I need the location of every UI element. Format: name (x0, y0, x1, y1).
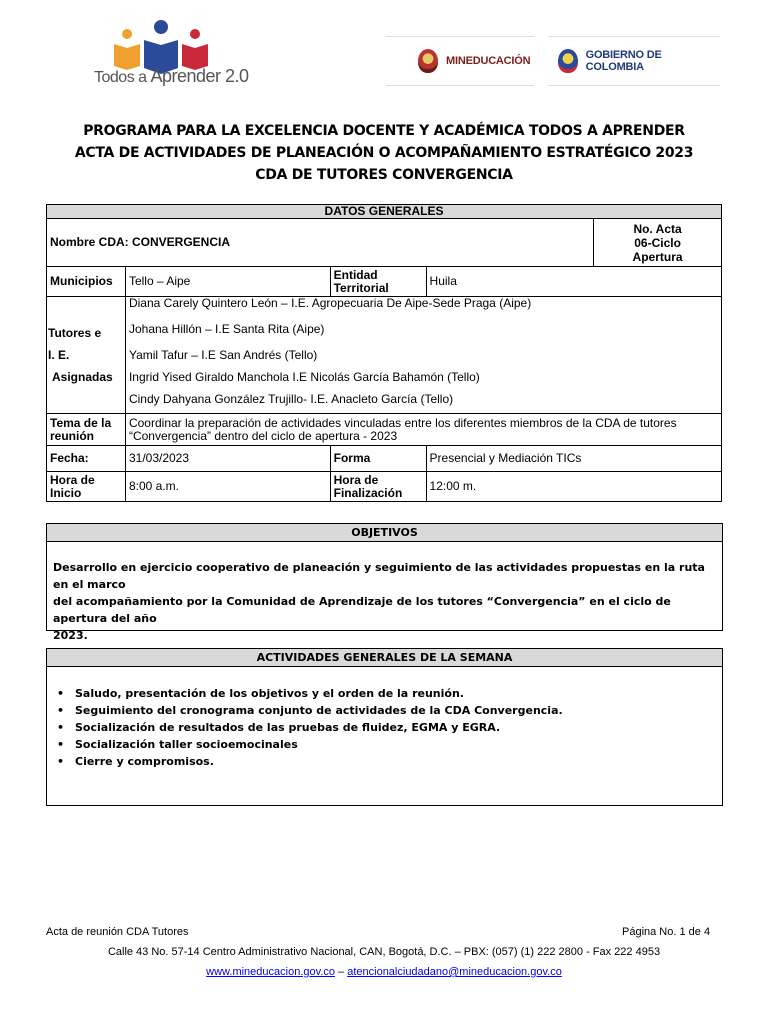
tutor-item: Ingrid Yised Giraldo Manchola I.E Nicolás García Bahamón (Tello) (128, 370, 480, 384)
bullet-icon: • (57, 704, 65, 717)
list-item (47, 719, 722, 736)
list-item (47, 702, 722, 719)
entidad-label-line-2: Territorial (333, 280, 389, 295)
bullet-icon: • (57, 721, 65, 734)
fecha-value: 31/03/2023 (125, 446, 330, 472)
tema-label-line-1: Tema de la (50, 415, 112, 430)
logo-wordmark-prefix: Todos a (94, 69, 151, 86)
forma-value: Presencial y Mediación TICs (426, 446, 721, 472)
actividad-text: Saludo, presentación de los objetivos y el orden de la reunión. (75, 687, 464, 700)
document-title-line-3: CDA DE TUTORES CONVERGENCIA (255, 167, 513, 183)
tutores-label-line-3: Asignadas (52, 370, 113, 384)
mineducacion-logo (386, 36, 534, 86)
fecha-label: Fecha: (47, 446, 126, 472)
forma-label: Forma (330, 446, 426, 472)
tutor-item: Yamil Tafur – I.E San Andrés (Tello) (128, 348, 318, 362)
list-item (47, 685, 722, 702)
entidad-value: Huila (426, 267, 721, 297)
tema-value-line-2: “Convergencia” dentro del ciclo de apertura - 2023 (128, 428, 398, 443)
hora-inicio-label (47, 472, 126, 502)
tema-value-line-1: Coordinar la preparación de actividades vinculadas entre los diferentes miembros de la CDA de tutores (128, 415, 677, 430)
list-item (47, 736, 722, 753)
actividad-text: Cierre y compromisos. (75, 755, 214, 768)
hora-fin-label-line-1: Hora de (333, 472, 379, 487)
tutores-label-line-2: I. E. (48, 348, 70, 362)
no-acta-cell (594, 219, 722, 267)
document-title-line-2: ACTA DE ACTIVIDADES DE PLANEACIÓN O ACOMPAÑAMIENTO ESTRATÉGICO 2023 (74, 145, 694, 161)
municipios-label: Municipios (47, 267, 126, 297)
list-item (47, 753, 722, 770)
tutor-item: Diana Carely Quintero León – I.E. Agropecuaria De Aipe-Sede Praga (Aipe) (128, 296, 532, 310)
actividad-text: Socialización de resultados de las pruebas de fluidez, EGMA y EGRA. (75, 721, 501, 734)
tema-value (125, 414, 721, 446)
entidad-label (330, 267, 426, 297)
objetivos-section (46, 523, 723, 642)
tutor-item: Cindy Dahyana González Trujillo- I.E. Anacleto García (Tello) (128, 392, 454, 406)
hora-inicio-value: 8:00 a.m. (125, 472, 330, 502)
coat-of-arms-icon (418, 49, 438, 73)
mineducacion-link[interactable]: www.mineducacion.gov.co (206, 966, 335, 978)
bullet-icon: • (57, 687, 65, 700)
actividad-text: Seguimiento del cronograma conjunto de actividades de la CDA Convergencia. (75, 704, 563, 717)
datos-generales-table (46, 204, 722, 502)
hora-fin-label (330, 472, 426, 502)
tema-label-line-2: reunión (50, 428, 94, 443)
hora-inicio-label-line-1: Hora de (50, 472, 95, 487)
tutores-label (47, 297, 126, 414)
objetivos-line-2: del acompañamiento por la Comunidad de Aprendizaje de los tutores “Convergencia” en el ciclo de apertura del año (53, 595, 671, 625)
tutores-label-line-1: Tutores e (48, 326, 102, 340)
entidad-label-line-1: Entidad (333, 267, 378, 282)
tutores-list (125, 297, 721, 414)
municipios-value: Tello – Aipe (125, 267, 330, 297)
footer-address: Calle 43 No. 57-14 Centro Administrativo Nacional, CAN, Bogotá, D.C. – PBX: (057) (1) 222 2800 - Fax 222 4953 (107, 946, 661, 958)
gobierno-logo (548, 36, 720, 86)
footer-page-number: Página No. 1 de 4 (622, 926, 711, 938)
footer-links (0, 966, 768, 978)
hora-inicio-label-line-2: Inicio (50, 485, 82, 500)
objetivos-line-1: Desarrollo en ejercicio cooperativo de planeación y seguimiento de las actividades propuestas en la ruta en el marco (53, 561, 705, 591)
objetivos-header: OBJETIVOS (47, 524, 722, 542)
logo-wordmark-main: Aprender 2.0 (150, 66, 249, 86)
tema-label (47, 414, 126, 446)
actividades-section (46, 648, 723, 806)
nombre-cda: Nombre CDA: CONVERGENCIA (47, 219, 594, 267)
logo-wordmark (94, 66, 249, 87)
coat-of-arms-icon (558, 49, 578, 73)
bullet-icon: • (57, 755, 65, 768)
actividades-list (47, 685, 722, 770)
objetivos-line-3: 2023. (53, 629, 88, 642)
actividad-text: Socialización taller socioemocinales (75, 738, 298, 751)
bullet-icon: • (57, 738, 65, 751)
actividades-header: ACTIVIDADES GENERALES DE LA SEMANA (47, 649, 722, 667)
hora-fin-value: 12:00 m. (426, 472, 721, 502)
objetivos-body (47, 542, 722, 644)
no-acta-line-2: 06-Ciclo (634, 235, 681, 250)
no-acta-line-3: Apertura (632, 249, 683, 264)
atencion-email-link[interactable]: atencionalciudadano@mineducacion.gov.co (347, 966, 562, 978)
gobierno-label: GOBIERNO DE COLOMBIA (585, 49, 662, 73)
footer-separator: – (334, 966, 348, 978)
tutor-item: Johana Hillón – I.E Santa Rita (Aipe) (128, 322, 325, 336)
footer-left: Acta de reunión CDA Tutores (46, 926, 189, 938)
datos-generales-header: DATOS GENERALES (47, 205, 722, 219)
no-acta-line-1: No. Acta (633, 221, 682, 236)
hora-fin-label-line-2: Finalización (333, 485, 403, 500)
mineducacion-label: MINEDUCACIÓN (446, 55, 531, 67)
document-title-line-1: PROGRAMA PARA LA EXCELENCIA DOCENTE Y ACADÉMICA TODOS A APRENDER (83, 123, 685, 139)
